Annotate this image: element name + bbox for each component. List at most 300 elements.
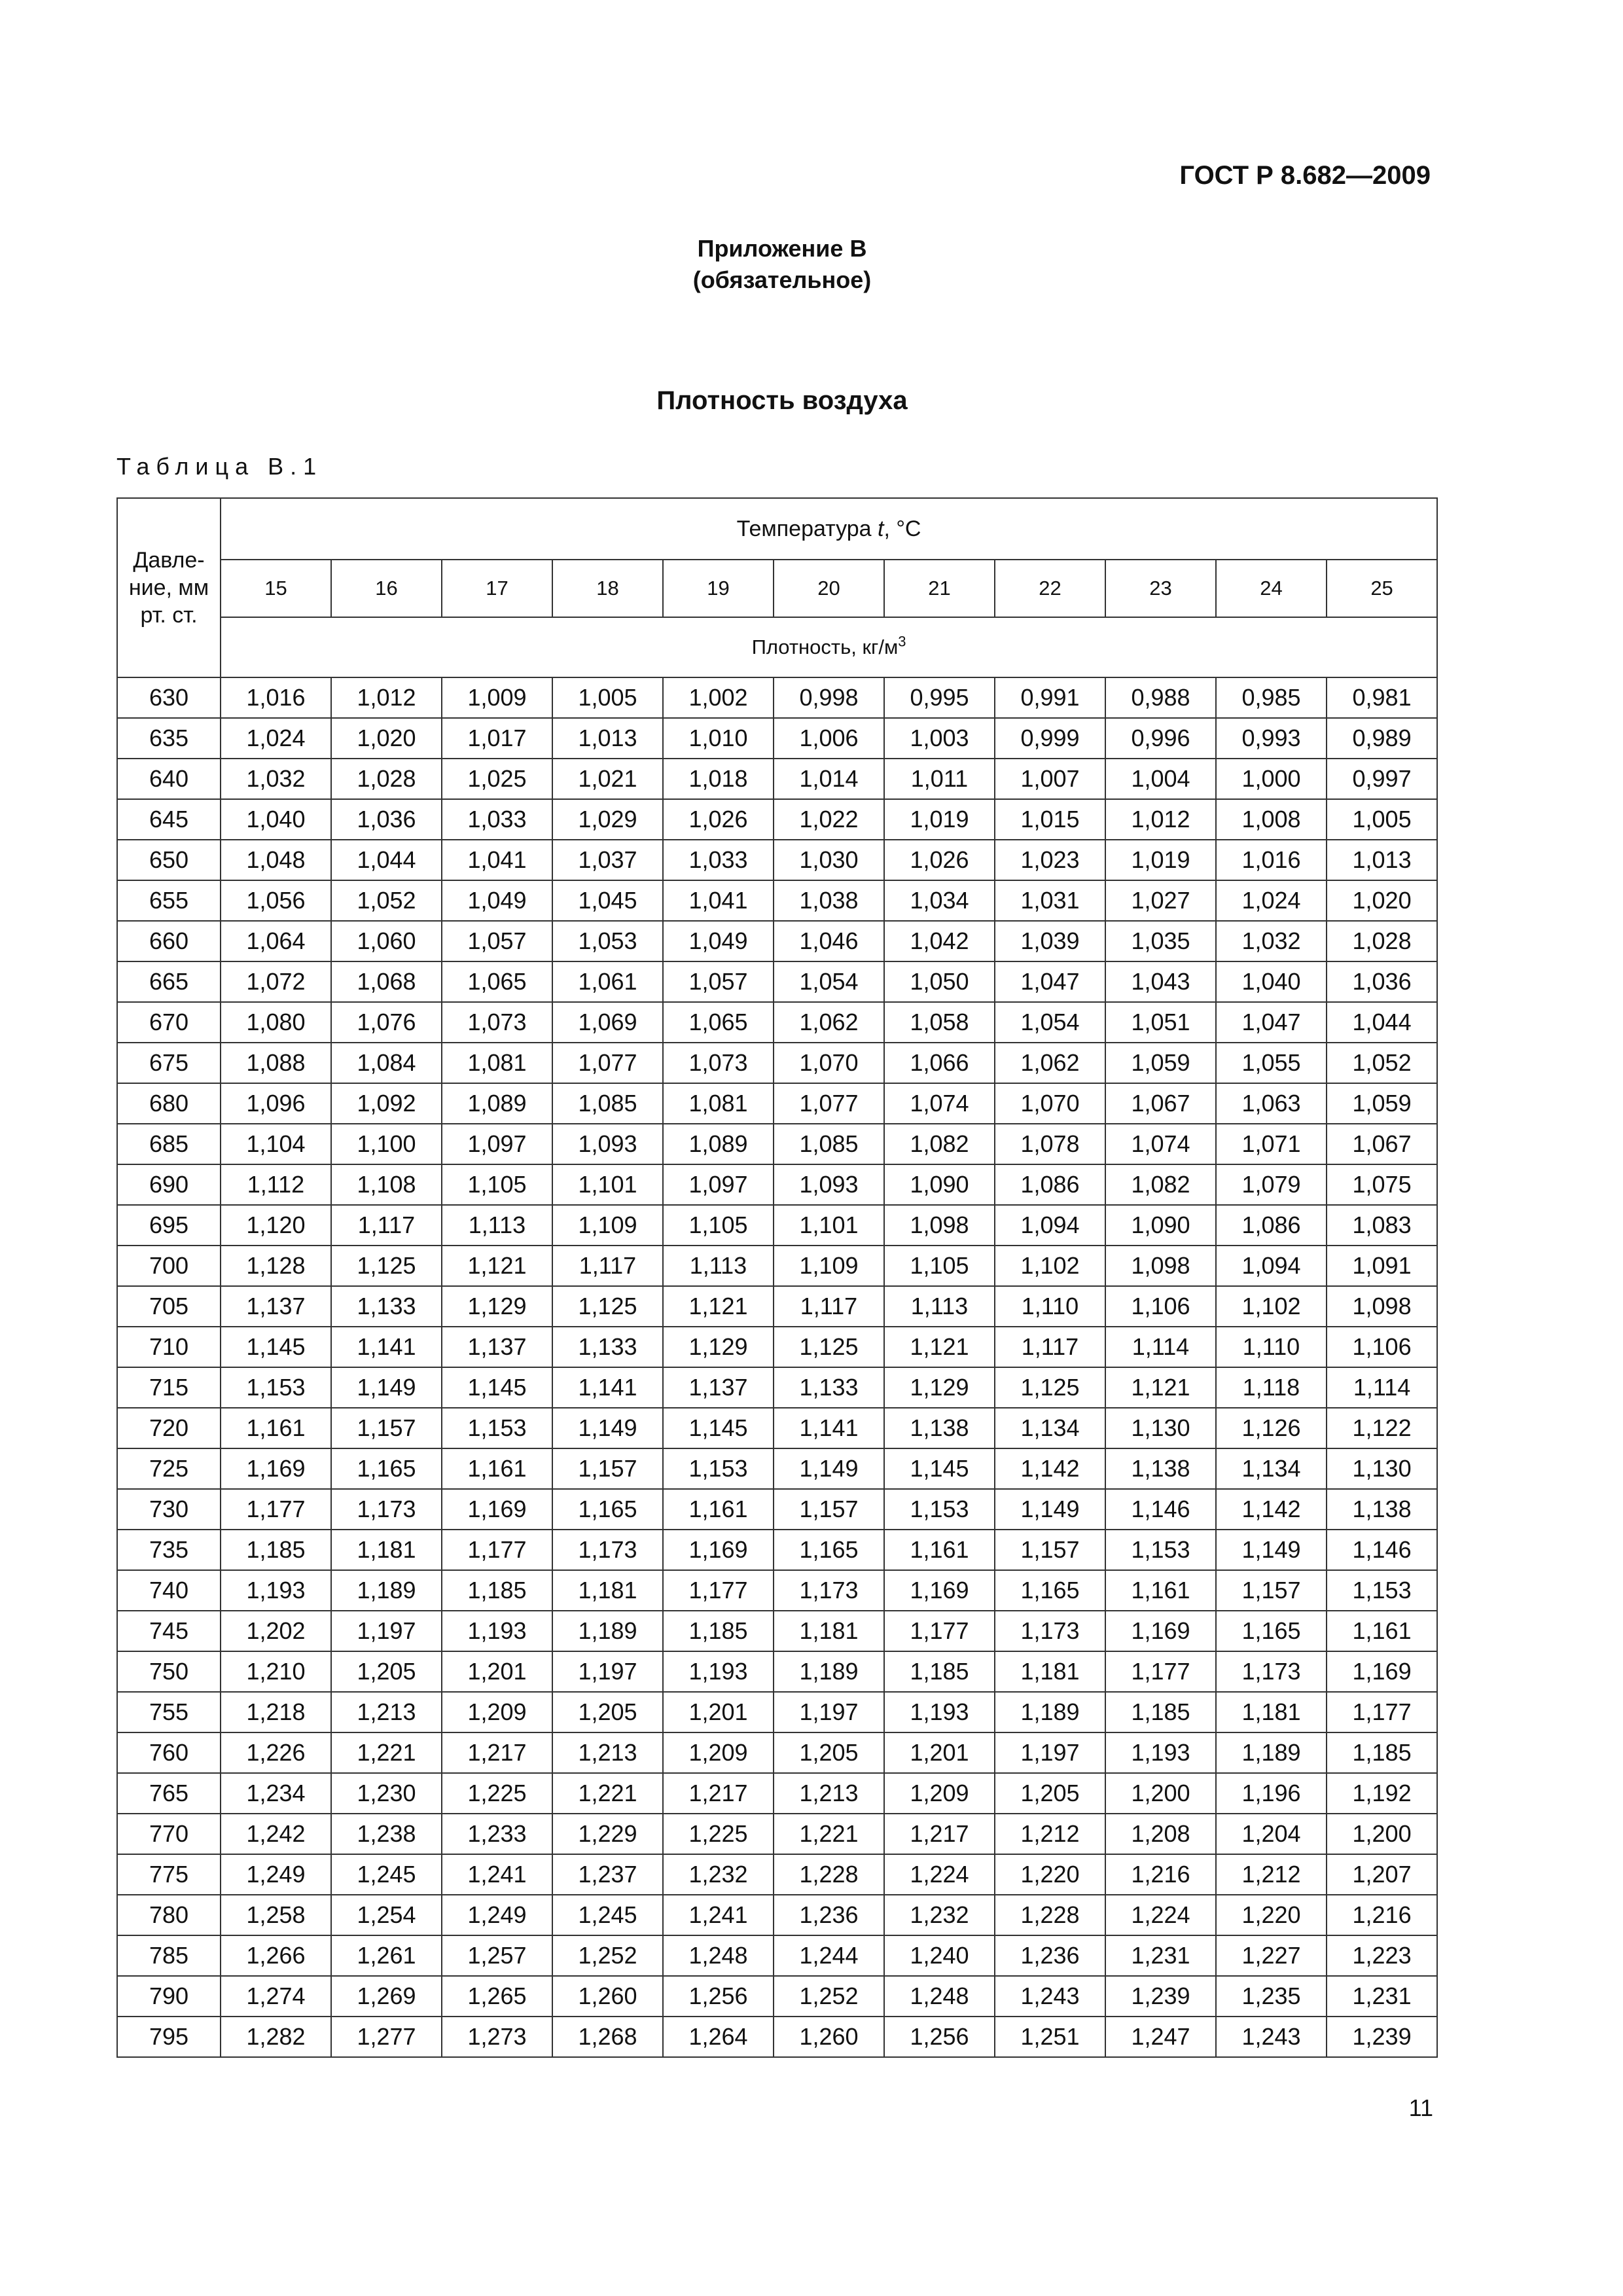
density-cell: 1,056 — [221, 880, 331, 921]
density-cell: 1,205 — [774, 1732, 884, 1773]
density-cell: 1,097 — [663, 1164, 774, 1205]
table-row — [117, 1651, 1437, 1692]
density-cell: 1,098 — [884, 1205, 995, 1246]
density-header-exponent: 3 — [898, 633, 906, 650]
pressure-cell: 670 — [117, 1002, 221, 1043]
density-cell: 1,197 — [774, 1692, 884, 1732]
density-cell: 1,015 — [995, 799, 1105, 840]
density-cell: 1,153 — [221, 1367, 331, 1408]
density-cell: 1,065 — [442, 961, 552, 1002]
density-cell: 1,216 — [1327, 1895, 1437, 1935]
density-cell: 1,173 — [552, 1530, 663, 1570]
density-cell: 1,023 — [995, 840, 1105, 880]
density-cell: 1,153 — [663, 1448, 774, 1489]
density-cell: 1,109 — [552, 1205, 663, 1246]
density-cell: 1,047 — [995, 961, 1105, 1002]
air-density-table — [116, 497, 1438, 2058]
pressure-cell: 695 — [117, 1205, 221, 1246]
density-cell: 1,161 — [663, 1489, 774, 1530]
density-cell: 1,000 — [1216, 759, 1327, 799]
density-cell: 1,258 — [221, 1895, 331, 1935]
temperature-values-row — [117, 560, 1437, 617]
pressure-cell: 700 — [117, 1246, 221, 1286]
density-cell: 1,173 — [331, 1489, 442, 1530]
density-cell: 1,052 — [331, 880, 442, 921]
density-cell: 1,197 — [331, 1611, 442, 1651]
density-cell: 1,181 — [774, 1611, 884, 1651]
density-cell: 1,049 — [442, 880, 552, 921]
density-cell: 1,225 — [663, 1814, 774, 1854]
density-cell: 1,105 — [884, 1246, 995, 1286]
density-cell: 1,137 — [221, 1286, 331, 1327]
density-cell: 1,146 — [1327, 1530, 1437, 1570]
density-cell: 1,218 — [221, 1692, 331, 1732]
density-cell: 1,081 — [442, 1043, 552, 1083]
density-cell: 1,227 — [1216, 1935, 1327, 1976]
density-cell: 1,118 — [1216, 1367, 1327, 1408]
density-cell: 1,153 — [1105, 1530, 1216, 1570]
density-cell: 1,217 — [663, 1773, 774, 1814]
density-cell: 1,173 — [995, 1611, 1105, 1651]
temperature-value: 23 — [1105, 560, 1216, 617]
table-row — [117, 1286, 1437, 1327]
density-cell: 1,244 — [774, 1935, 884, 1976]
density-cell: 1,200 — [1327, 1814, 1437, 1854]
density-cell: 1,013 — [552, 718, 663, 759]
table-row — [117, 1489, 1437, 1530]
density-cell: 1,213 — [774, 1773, 884, 1814]
density-cell: 1,021 — [552, 759, 663, 799]
density-cell: 1,185 — [884, 1651, 995, 1692]
density-cell: 1,157 — [552, 1448, 663, 1489]
density-cell: 1,040 — [1216, 961, 1327, 1002]
density-cell: 1,093 — [774, 1164, 884, 1205]
table-row — [117, 921, 1437, 961]
density-cell: 1,260 — [552, 1976, 663, 2017]
table-row — [117, 1570, 1437, 1611]
density-cell: 1,145 — [221, 1327, 331, 1367]
density-cell: 1,157 — [774, 1489, 884, 1530]
density-cell: 1,052 — [1327, 1043, 1437, 1083]
density-cell: 1,201 — [442, 1651, 552, 1692]
density-cell: 1,216 — [1105, 1854, 1216, 1895]
density-cell: 1,169 — [1327, 1651, 1437, 1692]
density-cell: 1,102 — [1216, 1286, 1327, 1327]
density-cell: 1,177 — [884, 1611, 995, 1651]
density-cell: 1,165 — [1216, 1611, 1327, 1651]
density-cell: 1,117 — [331, 1205, 442, 1246]
density-cell: 1,031 — [995, 880, 1105, 921]
density-cell: 1,117 — [995, 1327, 1105, 1367]
density-cell: 1,120 — [221, 1205, 331, 1246]
density-cell: 1,185 — [1327, 1732, 1437, 1773]
density-cell: 1,205 — [331, 1651, 442, 1692]
density-cell: 1,049 — [663, 921, 774, 961]
density-cell: 1,142 — [1216, 1489, 1327, 1530]
density-cell: 1,193 — [663, 1651, 774, 1692]
density-cell: 1,243 — [1216, 2017, 1327, 2057]
density-cell: 1,032 — [1216, 921, 1327, 961]
density-cell: 1,251 — [995, 2017, 1105, 2057]
temperature-value: 15 — [221, 560, 331, 617]
pressure-header-line: рт. ст. — [140, 603, 198, 628]
density-cell: 1,141 — [552, 1367, 663, 1408]
density-cell: 1,209 — [442, 1692, 552, 1732]
density-cell: 1,196 — [1216, 1773, 1327, 1814]
density-cell: 0,995 — [884, 677, 995, 718]
table-row — [117, 1854, 1437, 1895]
density-cell: 1,261 — [331, 1935, 442, 1976]
density-cell: 1,074 — [884, 1083, 995, 1124]
density-cell: 1,003 — [884, 718, 995, 759]
density-cell: 1,011 — [884, 759, 995, 799]
pressure-header-line: Давле- — [133, 548, 205, 573]
density-cell: 1,096 — [221, 1083, 331, 1124]
density-cell: 1,061 — [552, 961, 663, 1002]
density-cell: 1,134 — [1216, 1448, 1327, 1489]
density-cell: 1,086 — [1216, 1205, 1327, 1246]
density-cell: 1,106 — [1327, 1327, 1437, 1367]
density-cell: 1,193 — [1105, 1732, 1216, 1773]
density-cell: 1,248 — [663, 1935, 774, 1976]
density-cell: 1,245 — [331, 1854, 442, 1895]
density-cell: 1,223 — [1327, 1935, 1437, 1976]
density-cell: 1,161 — [1105, 1570, 1216, 1611]
density-cell: 1,010 — [663, 718, 774, 759]
density-cell: 1,033 — [663, 840, 774, 880]
density-cell: 1,085 — [774, 1124, 884, 1164]
annex-status: (обязательное) — [692, 266, 872, 293]
density-cell: 1,121 — [1105, 1367, 1216, 1408]
density-cell: 1,102 — [995, 1246, 1105, 1286]
density-cell: 1,013 — [1327, 840, 1437, 880]
density-cell: 1,243 — [995, 1976, 1105, 2017]
density-cell: 1,241 — [663, 1895, 774, 1935]
density-cell: 1,146 — [1105, 1489, 1216, 1530]
density-cell: 1,269 — [331, 1976, 442, 2017]
pressure-header-line: ние, мм — [128, 575, 209, 600]
density-cell: 1,125 — [774, 1327, 884, 1367]
section-title: Плотность воздуха — [656, 386, 908, 415]
density-cell: 1,073 — [663, 1043, 774, 1083]
pressure-cell: 770 — [117, 1814, 221, 1854]
density-cell: 1,044 — [331, 840, 442, 880]
density-cell: 1,185 — [442, 1570, 552, 1611]
table-row — [117, 1246, 1437, 1286]
temperature-header-unit: , °С — [883, 516, 921, 541]
density-cell: 1,265 — [442, 1976, 552, 2017]
density-cell: 1,042 — [884, 921, 995, 961]
density-cell: 1,090 — [1105, 1205, 1216, 1246]
density-cell: 1,083 — [1327, 1205, 1437, 1246]
density-cell: 1,054 — [774, 961, 884, 1002]
table-row — [117, 1083, 1437, 1124]
density-cell: 1,070 — [995, 1083, 1105, 1124]
density-cell: 1,057 — [663, 961, 774, 1002]
density-cell: 1,121 — [442, 1246, 552, 1286]
density-cell: 1,072 — [221, 961, 331, 1002]
density-cell: 1,145 — [442, 1367, 552, 1408]
density-cell: 1,005 — [1327, 799, 1437, 840]
density-cell: 1,248 — [884, 1976, 995, 2017]
density-cell: 1,220 — [995, 1854, 1105, 1895]
density-cell: 1,153 — [1327, 1570, 1437, 1611]
density-cell: 1,012 — [1105, 799, 1216, 840]
density-cell: 1,041 — [442, 840, 552, 880]
density-cell: 1,041 — [663, 880, 774, 921]
density-cell: 1,112 — [221, 1164, 331, 1205]
density-cell: 1,062 — [995, 1043, 1105, 1083]
density-cell: 1,212 — [995, 1814, 1105, 1854]
table-row — [117, 799, 1437, 840]
density-cell: 1,133 — [552, 1327, 663, 1367]
density-cell: 1,053 — [552, 921, 663, 961]
density-cell: 1,225 — [442, 1773, 552, 1814]
density-cell: 1,173 — [1216, 1651, 1327, 1692]
density-cell: 0,993 — [1216, 718, 1327, 759]
temperature-value: 19 — [663, 560, 774, 617]
density-cell: 1,169 — [221, 1448, 331, 1489]
temperature-value: 16 — [331, 560, 442, 617]
density-cell: 1,200 — [1105, 1773, 1216, 1814]
density-cell: 1,100 — [331, 1124, 442, 1164]
pressure-cell: 785 — [117, 1935, 221, 1976]
temperature-header-prefix: Температура — [736, 516, 878, 541]
pressure-cell: 725 — [117, 1448, 221, 1489]
density-cell: 1,185 — [221, 1530, 331, 1570]
density-cell: 1,177 — [221, 1489, 331, 1530]
density-cell: 1,197 — [552, 1651, 663, 1692]
density-cell: 1,070 — [774, 1043, 884, 1083]
temperature-header — [221, 498, 1437, 560]
density-cell: 1,069 — [552, 1002, 663, 1043]
density-cell: 0,981 — [1327, 677, 1437, 718]
temperature-value: 20 — [774, 560, 884, 617]
temperature-value: 21 — [884, 560, 995, 617]
pressure-cell: 635 — [117, 718, 221, 759]
pressure-cell: 795 — [117, 2017, 221, 2057]
density-cell: 1,129 — [663, 1327, 774, 1367]
density-cell: 1,137 — [442, 1327, 552, 1367]
annex-title: Приложение В — [697, 235, 867, 262]
table-row — [117, 961, 1437, 1002]
density-cell: 1,224 — [1105, 1895, 1216, 1935]
density-cell: 1,129 — [884, 1367, 995, 1408]
density-cell: 1,249 — [221, 1854, 331, 1895]
density-cell: 1,213 — [552, 1732, 663, 1773]
density-cell: 1,037 — [552, 840, 663, 880]
table-row — [117, 1367, 1437, 1408]
density-cell: 1,138 — [884, 1408, 995, 1448]
table-row — [117, 1043, 1437, 1083]
density-cell: 1,035 — [1105, 921, 1216, 961]
density-cell: 1,169 — [1105, 1611, 1216, 1651]
table-row — [117, 1976, 1437, 2017]
density-cell: 1,220 — [1216, 1895, 1327, 1935]
density-header — [221, 617, 1437, 677]
density-cell: 1,098 — [1327, 1286, 1437, 1327]
pressure-cell: 710 — [117, 1327, 221, 1367]
table-body — [117, 677, 1437, 2057]
density-cell: 1,101 — [552, 1164, 663, 1205]
density-cell: 1,024 — [1216, 880, 1327, 921]
density-cell: 1,145 — [663, 1408, 774, 1448]
density-cell: 1,282 — [221, 2017, 331, 2057]
density-cell: 1,058 — [884, 1002, 995, 1043]
density-cell: 1,204 — [1216, 1814, 1327, 1854]
density-cell: 1,065 — [663, 1002, 774, 1043]
density-cell: 1,177 — [442, 1530, 552, 1570]
density-cell: 1,240 — [884, 1935, 995, 1976]
density-cell: 1,121 — [884, 1327, 995, 1367]
density-cell: 1,273 — [442, 2017, 552, 2057]
density-cell: 1,165 — [552, 1489, 663, 1530]
pressure-cell: 720 — [117, 1408, 221, 1448]
density-cell: 1,245 — [552, 1895, 663, 1935]
density-cell: 1,055 — [1216, 1043, 1327, 1083]
density-cell: 1,193 — [221, 1570, 331, 1611]
density-cell: 1,062 — [774, 1002, 884, 1043]
density-cell: 1,177 — [1327, 1692, 1437, 1732]
table-row — [117, 880, 1437, 921]
density-cell: 1,077 — [774, 1083, 884, 1124]
density-cell: 1,028 — [331, 759, 442, 799]
density-cell: 1,093 — [552, 1124, 663, 1164]
density-cell: 1,057 — [442, 921, 552, 961]
density-cell: 1,032 — [221, 759, 331, 799]
density-cell: 1,026 — [663, 799, 774, 840]
density-cell: 1,113 — [663, 1246, 774, 1286]
density-cell: 1,075 — [1327, 1164, 1437, 1205]
density-cell: 1,181 — [1216, 1692, 1327, 1732]
density-cell: 1,209 — [663, 1732, 774, 1773]
pressure-cell: 660 — [117, 921, 221, 961]
density-cell: 1,157 — [331, 1408, 442, 1448]
density-cell: 1,018 — [663, 759, 774, 799]
table-row — [117, 1895, 1437, 1935]
density-cell: 1,050 — [884, 961, 995, 1002]
density-cell: 1,048 — [221, 840, 331, 880]
density-cell: 1,157 — [1216, 1570, 1327, 1611]
density-cell: 1,189 — [774, 1651, 884, 1692]
density-cell: 1,059 — [1105, 1043, 1216, 1083]
pressure-cell: 630 — [117, 677, 221, 718]
density-cell: 1,074 — [1105, 1124, 1216, 1164]
density-cell: 1,134 — [995, 1408, 1105, 1448]
pressure-cell: 685 — [117, 1124, 221, 1164]
density-cell: 1,232 — [663, 1854, 774, 1895]
density-cell: 1,077 — [552, 1043, 663, 1083]
density-cell: 1,237 — [552, 1854, 663, 1895]
density-cell: 1,066 — [884, 1043, 995, 1083]
density-cell: 1,047 — [1216, 1002, 1327, 1043]
density-cell: 1,161 — [1327, 1611, 1437, 1651]
density-cell: 1,029 — [552, 799, 663, 840]
table-row — [117, 1124, 1437, 1164]
density-cell: 1,033 — [442, 799, 552, 840]
table-row — [117, 2017, 1437, 2057]
density-cell: 1,165 — [774, 1530, 884, 1570]
density-cell: 1,224 — [884, 1854, 995, 1895]
pressure-cell: 745 — [117, 1611, 221, 1651]
density-cell: 1,046 — [774, 921, 884, 961]
density-cell: 1,098 — [1105, 1246, 1216, 1286]
density-cell: 1,149 — [331, 1367, 442, 1408]
density-header-text: Плотность, кг/м — [751, 636, 899, 658]
density-cell: 1,088 — [221, 1043, 331, 1083]
density-cell: 1,005 — [552, 677, 663, 718]
density-cell: 1,026 — [884, 840, 995, 880]
density-cell: 1,059 — [1327, 1083, 1437, 1124]
density-cell: 0,996 — [1105, 718, 1216, 759]
density-cell: 1,012 — [331, 677, 442, 718]
density-cell: 1,264 — [663, 2017, 774, 2057]
density-cell: 1,221 — [774, 1814, 884, 1854]
density-cell: 1,009 — [442, 677, 552, 718]
density-cell: 1,213 — [331, 1692, 442, 1732]
density-cell: 1,073 — [442, 1002, 552, 1043]
density-cell: 1,106 — [1105, 1286, 1216, 1327]
density-cell: 1,239 — [1327, 2017, 1437, 2057]
density-cell: 1,138 — [1105, 1448, 1216, 1489]
density-cell: 1,079 — [1216, 1164, 1327, 1205]
density-cell: 1,084 — [331, 1043, 442, 1083]
density-cell: 1,239 — [1105, 1976, 1216, 2017]
table-row — [117, 759, 1437, 799]
density-cell: 1,117 — [552, 1246, 663, 1286]
density-cell: 1,017 — [442, 718, 552, 759]
density-cell: 1,130 — [1327, 1448, 1437, 1489]
density-cell: 1,044 — [1327, 1002, 1437, 1043]
pressure-cell: 780 — [117, 1895, 221, 1935]
density-cell: 1,149 — [774, 1448, 884, 1489]
density-cell: 1,189 — [331, 1570, 442, 1611]
density-cell: 1,231 — [1105, 1935, 1216, 1976]
density-cell: 1,209 — [884, 1773, 995, 1814]
density-cell: 1,125 — [995, 1367, 1105, 1408]
density-cell: 1,080 — [221, 1002, 331, 1043]
density-cell: 1,137 — [663, 1367, 774, 1408]
density-cell: 1,277 — [331, 2017, 442, 2057]
table-row — [117, 1002, 1437, 1043]
density-cell: 1,020 — [1327, 880, 1437, 921]
density-cell: 1,161 — [221, 1408, 331, 1448]
density-cell: 1,153 — [442, 1408, 552, 1448]
table-label: Таблица В.1 — [116, 453, 323, 480]
density-cell: 1,231 — [1327, 1976, 1437, 2017]
density-cell: 1,230 — [331, 1773, 442, 1814]
density-cell: 1,242 — [221, 1814, 331, 1854]
pressure-cell: 755 — [117, 1692, 221, 1732]
density-cell: 1,192 — [1327, 1773, 1437, 1814]
density-cell: 1,177 — [1105, 1651, 1216, 1692]
density-cell: 1,125 — [331, 1246, 442, 1286]
density-cell: 1,177 — [663, 1570, 774, 1611]
density-cell: 1,169 — [663, 1530, 774, 1570]
density-cell: 1,082 — [884, 1124, 995, 1164]
density-cell: 1,221 — [331, 1732, 442, 1773]
density-cell: 1,193 — [442, 1611, 552, 1651]
density-cell: 1,121 — [663, 1286, 774, 1327]
density-cell: 1,019 — [884, 799, 995, 840]
pressure-cell: 640 — [117, 759, 221, 799]
pressure-cell: 655 — [117, 880, 221, 921]
pressure-cell: 760 — [117, 1732, 221, 1773]
density-cell: 0,989 — [1327, 718, 1437, 759]
density-cell: 1,114 — [1327, 1367, 1437, 1408]
density-cell: 1,060 — [331, 921, 442, 961]
density-cell: 1,002 — [663, 677, 774, 718]
